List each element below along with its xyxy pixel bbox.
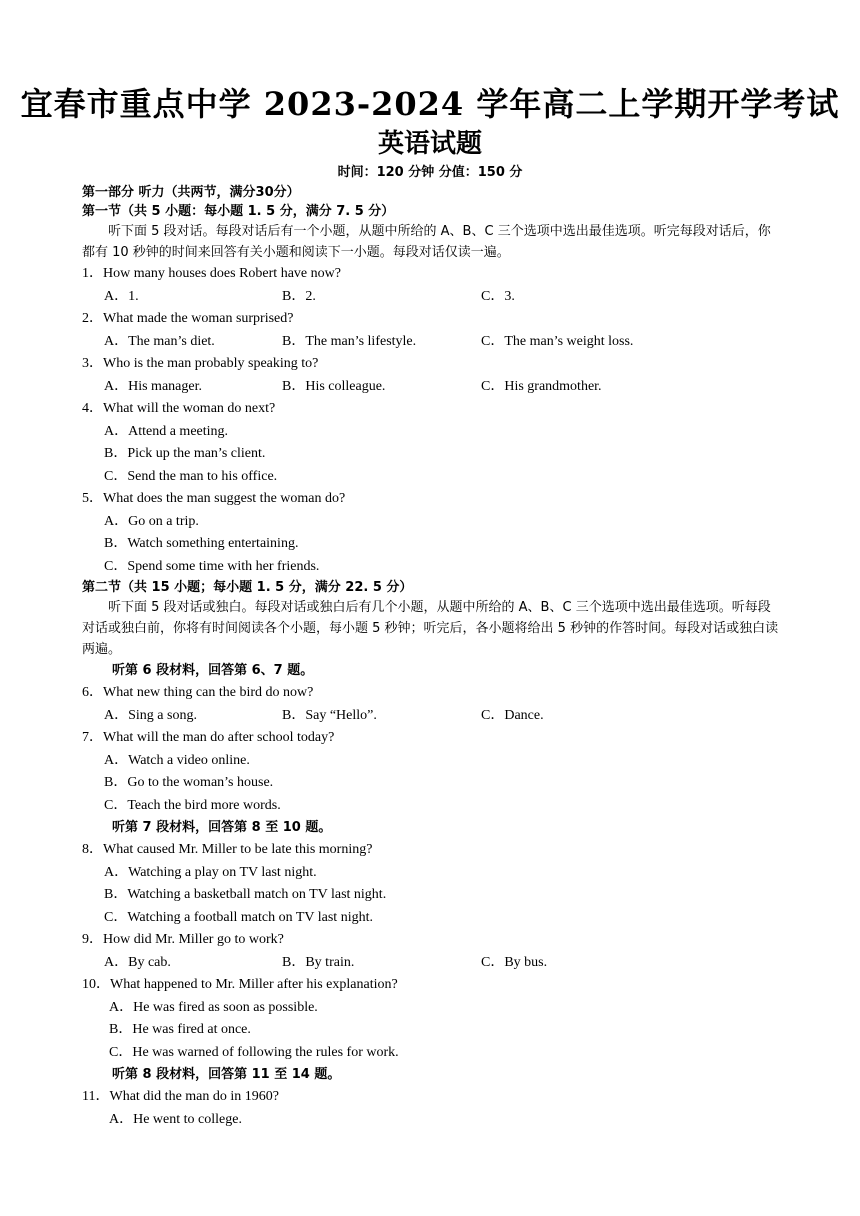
question-stem: 5．What does the man suggest the woman do? xyxy=(82,491,346,506)
question-stem: 7．What will the man do after school today? xyxy=(82,730,335,745)
option-c: C．Teach the bird more words. xyxy=(104,797,281,813)
option-b: B．Say “Hello”. xyxy=(282,707,377,723)
question-stem: 8．What caused Mr. Miller to be late this morning? xyxy=(82,842,373,857)
question-stem: 9．How did Mr. Miller go to work? xyxy=(82,932,284,947)
option-c: C．By bus. xyxy=(481,954,548,970)
question-stem: 10．What happened to Mr. Miller after his explanation? xyxy=(82,977,398,992)
option-b: B．He was fired at once. xyxy=(109,1022,251,1037)
option-a: A．He was fired as soon as possible. xyxy=(109,999,318,1015)
option-c: C．Watching a football match on TV last night. xyxy=(104,909,373,925)
option-b: B．2. xyxy=(282,288,316,304)
option-a: A．His manager. xyxy=(104,378,202,394)
option-a: A．Sing a song. xyxy=(104,707,197,723)
listening-material-note: 听第 6 段材料，回答第 6、7 题。 xyxy=(112,663,314,678)
option-c: C．Send the man to his office. xyxy=(104,468,278,484)
exam-meta: 时间：120 分钟 分值：150 分 xyxy=(337,165,523,180)
option-b: B．By train. xyxy=(282,954,355,970)
option-c: C．His grandmother. xyxy=(481,378,602,394)
section-heading: 第二节（共 15 小题；每小题 1. 5 分，满分 22. 5 分） xyxy=(82,580,413,595)
option-a: A．Watch a video online. xyxy=(104,752,250,768)
section-instructions: 听下面 5 段对话或独白。每段对话或独白后有几个小题，从题中所给的 A、B、C 三个选项中选出最佳选项。听每段对话或独白前，你将有时间阅读各个小题，每小题 5 秒钟；听完后，各小题将给出 5 秒钟的作答时间。每段对话或独白读两遍。 xyxy=(82,600,779,657)
option-row xyxy=(82,331,782,354)
option-a: A．He went to college. xyxy=(109,1111,242,1127)
option-a: A．The man’s diet. xyxy=(104,333,215,349)
option-b: B．The man’s lifestyle. xyxy=(282,333,417,349)
listening-material-note: 听第 8 段材料，回答第 11 至 14 题。 xyxy=(112,1067,341,1082)
option-b: B．His colleague. xyxy=(282,378,386,394)
option-a: A．Attend a meeting. xyxy=(104,423,229,439)
question-stem: 4．What will the woman do next? xyxy=(82,401,276,416)
question-stem: 6．What new thing can the bird do now? xyxy=(82,685,314,700)
option-a: A．Go on a trip. xyxy=(104,513,199,529)
option-b: B．Pick up the man’s client. xyxy=(104,446,266,461)
section-heading: 第一节（共 5 小题：每小题 1. 5 分，满分 7. 5 分） xyxy=(82,204,395,219)
option-row xyxy=(82,952,782,975)
option-row xyxy=(82,705,782,728)
option-c: C．Spend some time with her friends. xyxy=(104,558,320,574)
option-a: A．By cab. xyxy=(104,954,171,970)
option-b: B．Go to the woman’s house. xyxy=(104,775,274,790)
part-heading: 第一部分 听力（共两节，满分30分） xyxy=(82,185,300,200)
option-c: C．The man’s weight loss. xyxy=(481,333,634,349)
question-stem: 1．How many houses does Robert have now? xyxy=(82,266,341,281)
option-row xyxy=(82,376,782,399)
page-subtitle: 英语试题 xyxy=(377,129,482,159)
question-stem: 2．What made the woman surprised? xyxy=(82,311,294,326)
option-a: A．1. xyxy=(104,288,139,304)
question-stem: 3．Who is the man probably speaking to? xyxy=(82,356,319,371)
option-c: C．He was warned of following the rules for work. xyxy=(109,1044,399,1060)
listening-material-note: 听第 7 段材料，回答第 8 至 10 题。 xyxy=(112,820,332,835)
option-a: A．Watching a play on TV last night. xyxy=(104,864,317,880)
exam-content xyxy=(82,183,782,1131)
page-title: 宜春市重点中学 2023-2024 学年高二上学期开学考试 xyxy=(20,85,840,123)
option-b: B．Watching a basketball match on TV last night. xyxy=(104,887,387,902)
option-row xyxy=(82,286,782,309)
option-c: C．Dance. xyxy=(481,707,544,723)
section-instructions: 听下面 5 段对话。每段对话后有一个小题，从题中所给的 A、B、C 三个选项中选出最佳选项。听完每段对话后，你都有 10 秒钟的时间来回答有关小题和阅读下一小题。每段对话仅读一遍。 xyxy=(82,224,771,260)
option-b: B．Watch something entertaining. xyxy=(104,536,299,551)
option-c: C．3. xyxy=(481,288,515,304)
question-stem: 11．What did the man do in 1960? xyxy=(82,1089,279,1104)
